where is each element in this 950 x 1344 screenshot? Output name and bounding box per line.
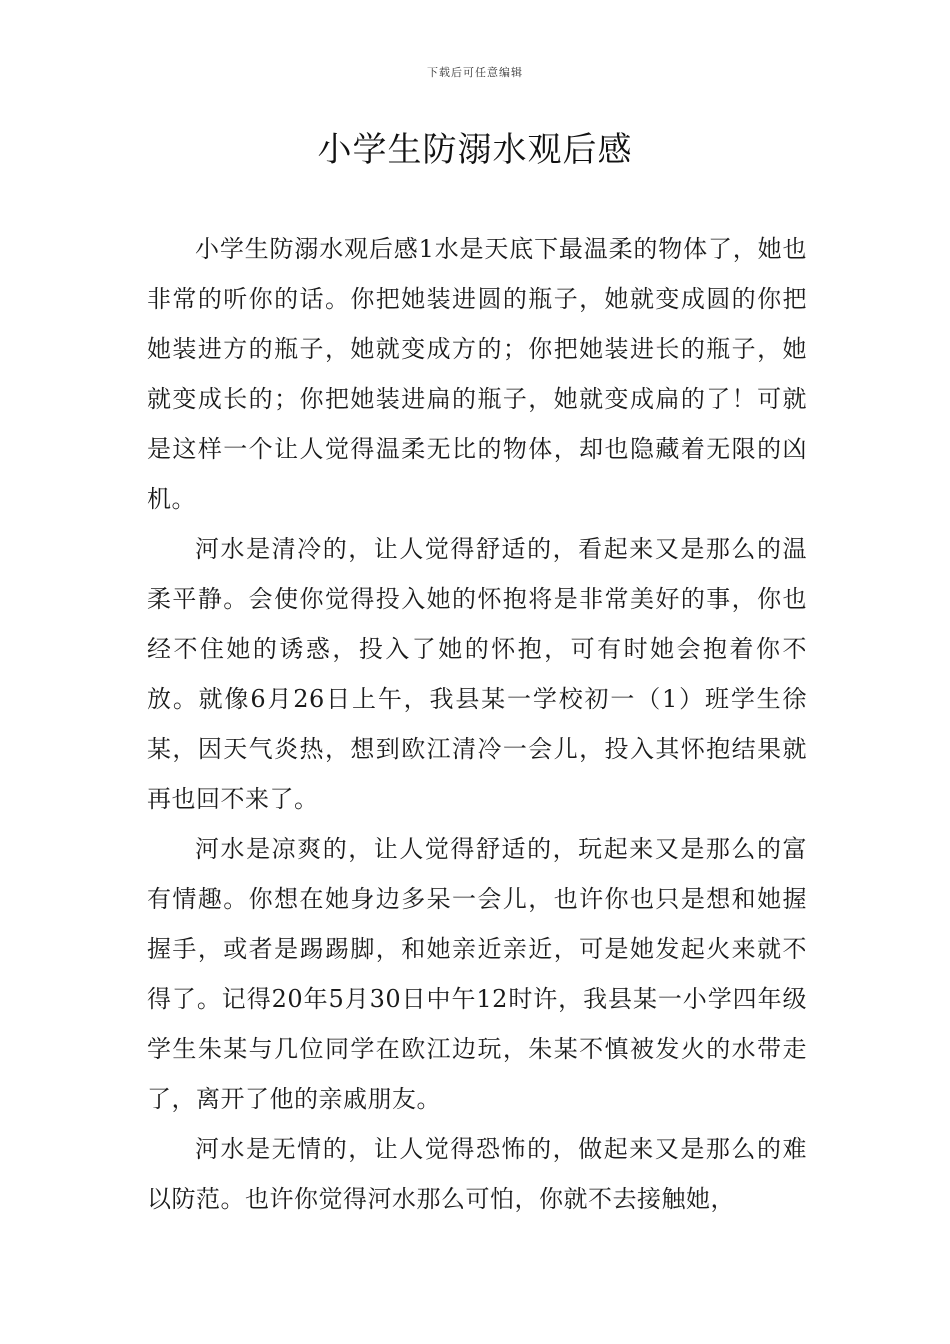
- document-title: 小学生防溺水观后感: [317, 130, 633, 170]
- paragraph-1: 小学生防溺水观后感1水是天底下最温柔的物体了，她也非常的听你的话。你把她装进圆的瓶子，她就变成圆的你把她装进方的瓶子，她就变成方的；你把她装进长的瓶子，她就变成长的；你把她装进扁的瓶子，她就变成扁的了！可就是这样一个让人觉得温柔无比的物体，却也隐藏着无限的凶机。: [147, 235, 807, 513]
- header-note: 下载后可任意编辑: [427, 66, 523, 79]
- document-body: [147, 224, 807, 1224]
- paragraph-2: 河水是清冷的，让人觉得舒适的，看起来又是那么的温柔平静。会使你觉得投入她的怀抱将是非常美好的事，你也经不住她的诱惑，投入了她的怀抱，可有时她会抱着你不放。就像6月26日上午，我县某一学校初一（1）班学生徐某，因天气炎热，想到欧江清冷一会儿，投入其怀抱结果就再也回不来了。: [147, 535, 807, 813]
- paragraph-4: 河水是无情的，让人觉得恐怖的，做起来又是那么的难以防范。也许你觉得河水那么可怕，你就不去接触她，: [147, 1135, 807, 1213]
- paragraph-3: 河水是凉爽的，让人觉得舒适的，玩起来又是那么的富有情趣。你想在她身边多呆一会儿，也许你也只是想和她握握手，或者是踢踢脚，和她亲近亲近，可是她发起火来就不得了。记得20年5月30日中午12时许，我县某一小学四年级学生朱某与几位同学在欧江边玩，朱某不慎被发火的水带走了，离开了他的亲戚朋友。: [147, 835, 807, 1113]
